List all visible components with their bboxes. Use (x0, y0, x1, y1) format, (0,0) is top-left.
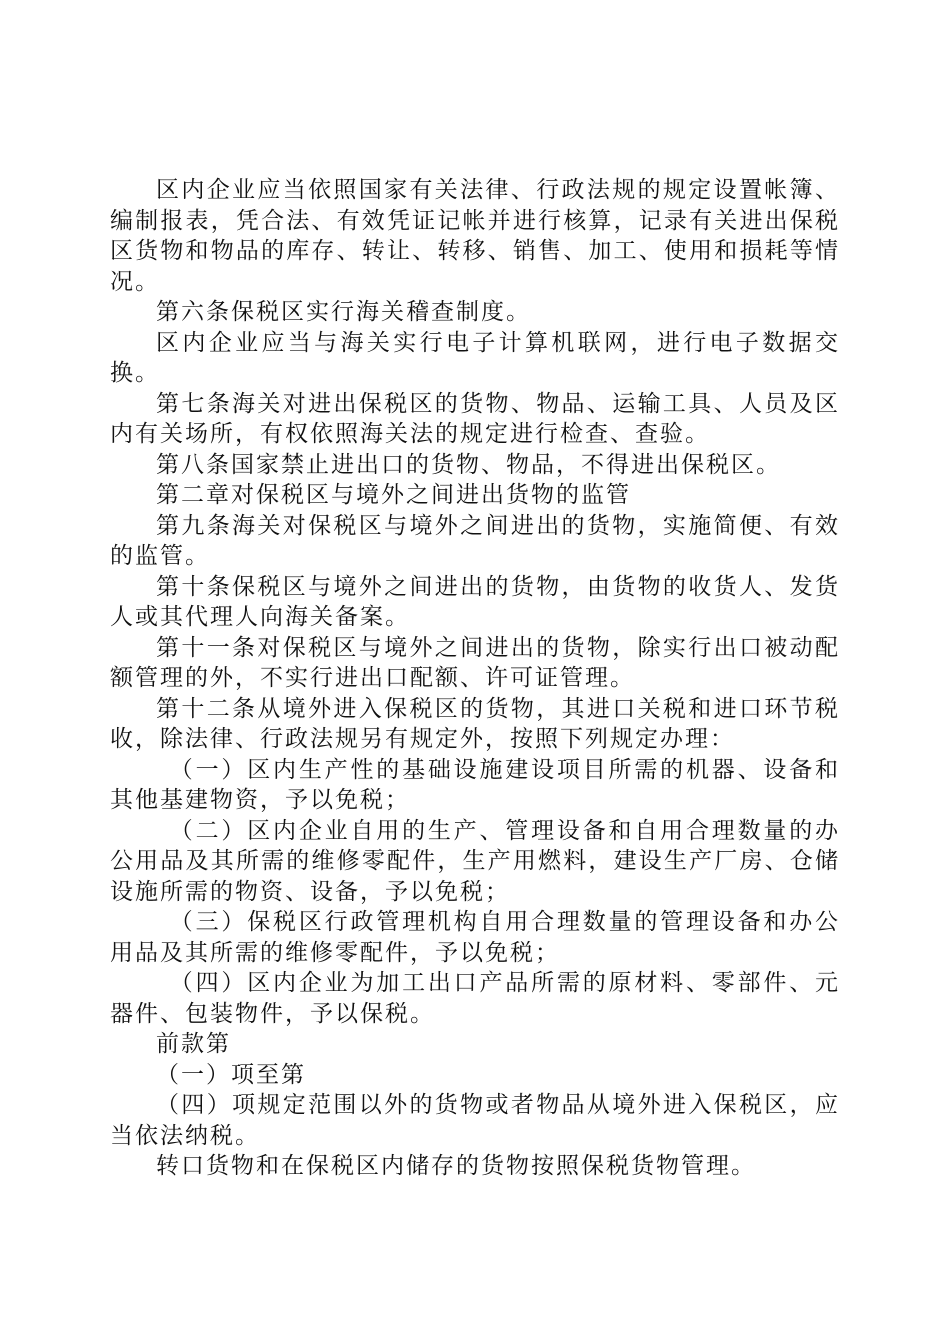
list-item-4: （四）区内企业为加工出口产品所需的原材料、零部件、元器件、包装物件，予以保税。 (110, 970, 840, 1027)
paragraph-9: 第十一条对保税区与境外之间进出的货物，除实行出口被动配额管理的外，不实行进出口配额、许可证管理。 (110, 634, 840, 691)
paragraph-8: 第十条保税区与境外之间进出的货物，由货物的收货人、发货人或其代理人向海关备案。 (110, 573, 840, 630)
paragraph-17: （四）项规定范围以外的货物或者物品从境外进入保税区，应当依法纳税。 (110, 1092, 840, 1149)
paragraph-3: 区内企业应当与海关实行电子计算机联网，进行电子数据交换。 (110, 329, 840, 386)
paragraph-16: （一）项至第 (156, 1061, 306, 1088)
list-item-2: （二）区内企业自用的生产、管理设备和自用合理数量的办公用品及其所需的维修零配件，生产用燃料，建设生产厂房、仓储设施所需的物资、设备，予以免税； (110, 817, 840, 905)
paragraph-2: 第六条保税区实行海关稽查制度。 (156, 299, 531, 325)
document-body (110, 175, 840, 1182)
paragraph-5: 第八条国家禁止进出口的货物、物品，不得进出保税区。 (156, 451, 781, 478)
list-item-3: （三）保税区行政管理机构自用合理数量的管理设备和办公用品及其所需的维修零配件，予以免税； (110, 909, 840, 966)
paragraph-15: 前款第 (156, 1031, 231, 1057)
paragraph-18: 转口货物和在保税区内储存的货物按照保税货物管理。 (156, 1153, 756, 1179)
paragraph-7: 第九条海关对保税区与境外之间进出的货物，实施简便、有效的监管。 (110, 512, 840, 569)
list-item-1: （一）区内生产性的基础设施建设项目所需的机器、设备和其他基建物资，予以免税； (110, 756, 840, 813)
paragraph-4: 第七条海关对进出保税区的货物、物品、运输工具、人员及区内有关场所，有权依照海关法的规定进行检查、查验。 (110, 390, 840, 447)
chapter-heading: 第二章对保税区与境外之间进出货物的监管 (156, 482, 631, 508)
paragraph-1: 区内企业应当依照国家有关法律、行政法规的规定设置帐簿、编制报表，凭合法、有效凭证记帐并进行核算，记录有关进出保税区货物和物品的库存、转让、转移、销售、加工、使用和损耗等情况。 (110, 177, 840, 295)
paragraph-10: 第十二条从境外进入保税区的货物，其进口关税和进口环节税收，除法律、行政法规另有规定外，按照下列规定办理： (110, 695, 840, 752)
